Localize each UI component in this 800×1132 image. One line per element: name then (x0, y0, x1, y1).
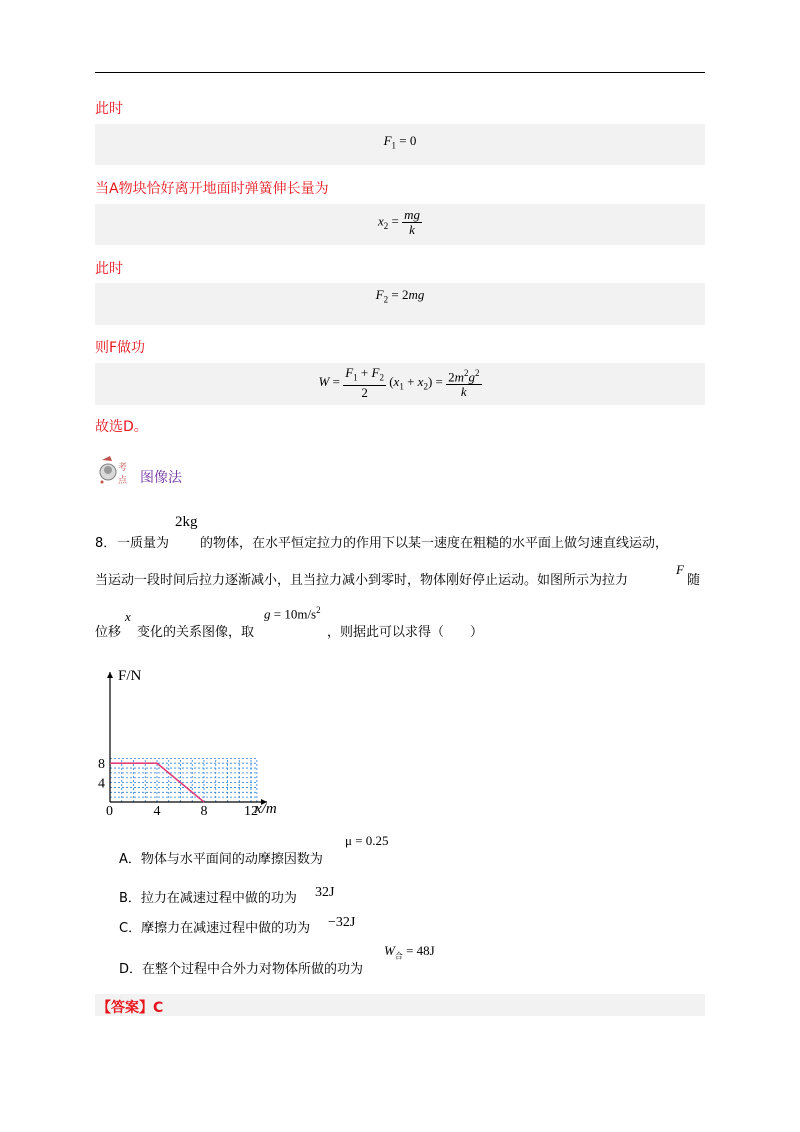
chart-y-axis-label: F/N (118, 668, 142, 684)
chart-grid (110, 758, 257, 802)
answer: 【答案】C (97, 1000, 164, 1016)
displacement-symbol: x (125, 609, 131, 624)
option-c-text: C．摩擦力在减速过程中做的功为 (119, 921, 311, 936)
question-line3-b: 变化的关系图像，取 (137, 625, 255, 640)
option-d-symbol: W (384, 943, 395, 958)
conclusion: 故选D。 (95, 419, 148, 435)
formula-f2: $F_2 = 2mg$ (375, 287, 425, 305)
header-rule (95, 72, 705, 73)
option-d-math (384, 943, 435, 962)
topic-icon (96, 452, 136, 490)
formula-box-1 (95, 124, 705, 165)
chart-axes (107, 672, 267, 805)
x-tick-label: 0 (106, 804, 113, 819)
formula-work: W = $\frac{F_1 + F_2}{2}$ $(x_1 + x_2)$ = $\frac{2m^2g^2}{k}$ (318, 365, 480, 400)
option-d-value: = 48J (406, 943, 435, 958)
option-d-subscript: 合 (394, 951, 403, 961)
question-line3-c: ，则据此可以求得（ ） (327, 625, 484, 640)
question-line2-b: 随 (687, 573, 701, 588)
question-line2-a: 当运动一段时间后拉力逐渐减小，且当拉力减小到零时，物体刚好停止运动。如图所示为拉力 (95, 573, 629, 588)
step-label-1: 此时 (95, 101, 123, 117)
mass-value: 2kg (175, 514, 198, 530)
question-part1: 一质量为 (117, 536, 170, 551)
formula-box-4 (95, 363, 705, 405)
step-label-4: 则F做功 (95, 340, 146, 356)
force-displacement-chart (95, 660, 295, 820)
formula-box-2 (95, 204, 705, 245)
option-a-text: A．物体与水平面间的动摩擦因数为 (119, 852, 323, 867)
option-d-text: D．在整个过程中合外力对物体所做的功为 (119, 962, 364, 977)
question-part2: 的物体，在水平恒定拉力的作用下以某一速度在粗糙的水平面上做匀速直线运动， (200, 536, 669, 551)
step-label-3: 此时 (95, 261, 123, 277)
x-tick-label: 4 (153, 804, 161, 819)
topic-icon-text-bottom: 点 (118, 476, 128, 486)
option-b-math: 32J (315, 885, 335, 900)
topic-label: 图像法 (140, 470, 182, 486)
option-b-text: B．拉力在减速过程中做的功为 (119, 891, 297, 906)
g-value: $g = 10m/s^2$ (264, 605, 321, 622)
formula-box-3 (95, 283, 705, 325)
question-number: 8． (95, 536, 117, 551)
formula-x2: $x_2$ = $\frac{mg}{k}$ (377, 207, 420, 237)
y-tick-label: 4 (98, 776, 105, 792)
question-line3-a: 位移 (95, 625, 122, 640)
x-tick-label: 8 (200, 804, 208, 819)
option-c-math: −32J (328, 915, 356, 930)
force-symbol: F (676, 562, 684, 577)
step-label-2: 当A物块恰好离开地面时弹簧伸长量为 (95, 181, 329, 197)
formula-f1: $F_1 = 0$ (383, 133, 417, 151)
topic-icon-text-top: 考 (118, 463, 128, 473)
x-tick-label: 12 (244, 804, 258, 819)
chart-x-axis-label: x/m (255, 801, 277, 817)
answer-bar (95, 994, 705, 1016)
y-axis-arrow (107, 672, 113, 678)
y-tick-label: 8 (98, 757, 105, 773)
option-a-math: μ = 0.25 (345, 833, 389, 848)
